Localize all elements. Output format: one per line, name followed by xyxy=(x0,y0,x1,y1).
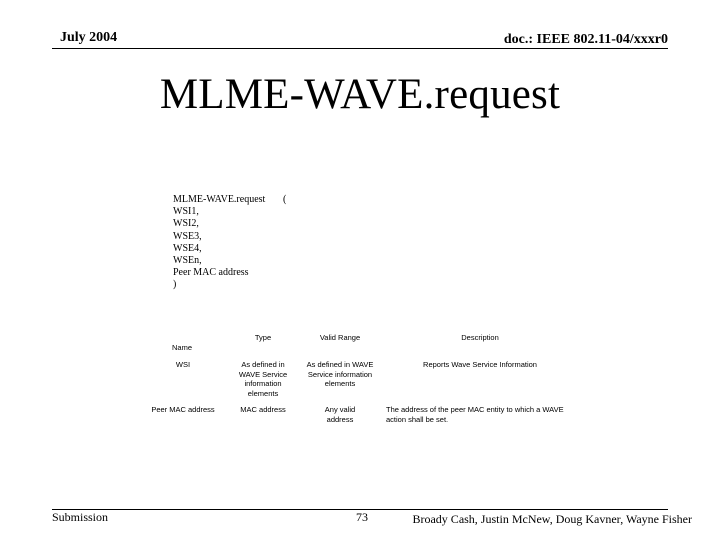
header-doc-id: doc.: IEEE 802.11-04/xxxr0 xyxy=(503,32,668,47)
primitive-param: WSE4, xyxy=(173,242,202,254)
header-date: July 2004 xyxy=(60,30,118,45)
open-paren: ( xyxy=(283,194,287,205)
cell-name: Peer MAC address xyxy=(151,405,215,414)
primitive-param: WSI1, xyxy=(173,206,199,218)
cell-name: WSI xyxy=(175,360,191,369)
slide-title: MLME-WAVE.request xyxy=(159,71,561,118)
primitive-param: Peer MAC address xyxy=(173,267,249,279)
header-rule xyxy=(52,48,668,49)
primitive-signature xyxy=(173,194,287,292)
cell-type: As defined in WAVE Service information elements xyxy=(238,360,288,398)
footer-authors: Broady Cash, Justin McNew, Doug Kavner, Wayne Fisher xyxy=(412,512,692,526)
primitive-param: WSI2, xyxy=(173,218,199,230)
col-header-type: Type xyxy=(254,333,272,342)
cell-range: Any valid address xyxy=(324,405,356,424)
col-header-name: Name xyxy=(172,343,193,352)
close-paren: ) xyxy=(173,279,177,291)
footer-submission: Submission xyxy=(52,510,109,524)
cell-description: The address of the peer MAC entity to which a WAVE action shall be set. xyxy=(386,405,564,424)
primitive-param: WSE3, xyxy=(173,230,202,242)
cell-type: MAC address xyxy=(240,405,286,414)
col-header-range: Valid Range xyxy=(319,333,361,342)
page-number: 73 xyxy=(356,510,368,524)
col-header-description: Description xyxy=(461,333,499,342)
cell-range: As defined in WAVE Service information elements xyxy=(306,360,374,388)
cell-description: Reports Wave Service Information xyxy=(423,360,537,369)
primitive-param: WSEn, xyxy=(173,255,202,267)
primitive-name: MLME-WAVE.request xyxy=(173,194,266,205)
